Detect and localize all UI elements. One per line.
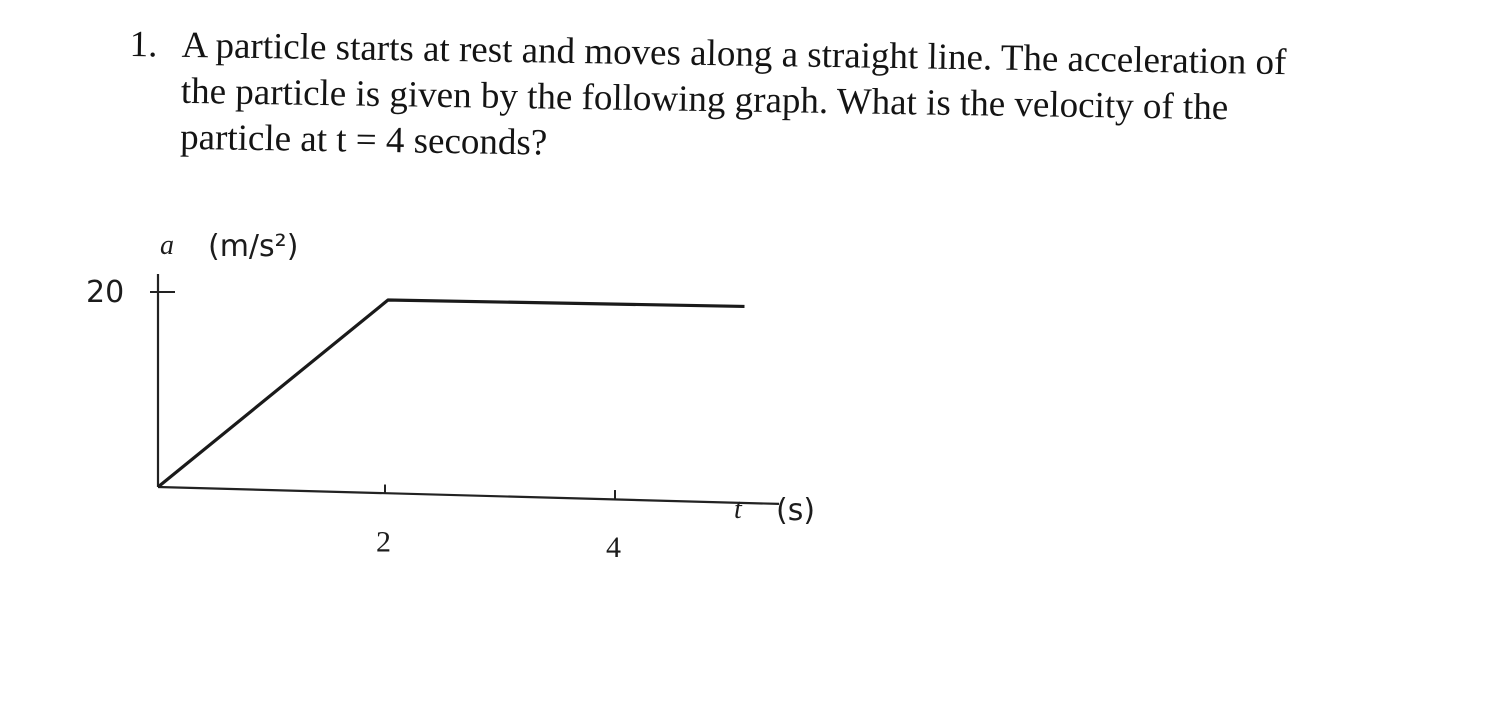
question-number: 1. xyxy=(129,23,158,66)
x-tick-label: 2 xyxy=(376,525,391,559)
axis-labels xyxy=(160,229,815,528)
ticks xyxy=(86,275,621,564)
axes xyxy=(158,274,779,504)
x-axis-line xyxy=(158,487,779,504)
series xyxy=(158,300,745,487)
acceleration-series-line xyxy=(158,300,745,487)
y-axis-unit: (m/s²) xyxy=(208,229,299,264)
question-text: A particle starts at rest and moves along a straight line. The acceleration of the particle is given by the following graph. What is the velocity of the particle at t = 4 seconds? xyxy=(179,24,1287,164)
y-tick-label: 20 xyxy=(86,275,125,310)
y-axis-symbol: a xyxy=(160,230,174,261)
x-axis-unit: (s) xyxy=(776,493,816,528)
x-axis-symbol: t xyxy=(734,494,742,525)
x-tick-label: 4 xyxy=(606,531,621,565)
